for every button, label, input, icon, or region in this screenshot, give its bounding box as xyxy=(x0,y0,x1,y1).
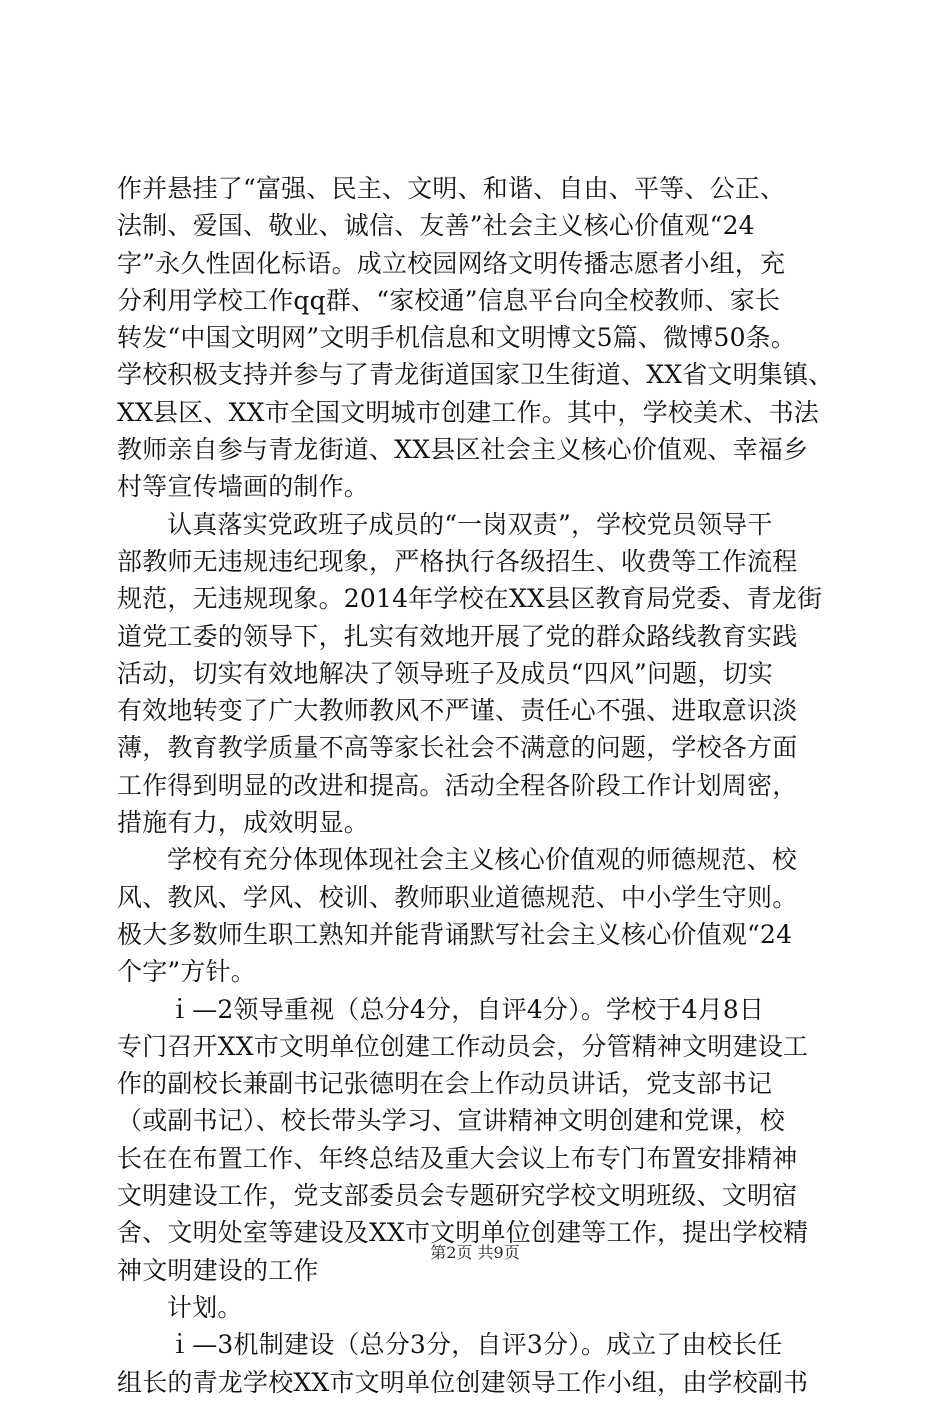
text-line: 舍、文明处室等建设及XX市文明单位创建等工作，提出学校精 xyxy=(117,1218,809,1248)
page-number: 第2页 共9页 xyxy=(430,1243,520,1262)
text-line: 个字”方针。 xyxy=(117,957,256,987)
text-line: 道党工委的领导下，扎实有效地开展了党的群众路线教育实践 xyxy=(117,621,798,651)
text-line: 规范，无违规现象。2014年学校在XX县区教育局党委、青龙街 xyxy=(117,584,823,614)
text-line: 专门召开XX市文明单位创建工作动员会，分管精神文明建设工 xyxy=(117,1031,809,1061)
text-line: 措施有力，成效明显。 xyxy=(117,808,370,838)
text-line: 作并悬挂了“富强、民主、文明、和谐、自由、平等、公正、 xyxy=(117,174,786,203)
text-line: 活动，切实有效地解决了领导班子及成员“四风”问题，切实 xyxy=(117,658,773,688)
text-line: ｉ—3机制建设（总分3分，自评3分）。成立了由校长任 xyxy=(167,1330,783,1360)
text-line: 作的副校长兼副书记张德明在会上作动员讲话，党支部书记 xyxy=(117,1069,773,1099)
text-line: 组长的青龙学校XX市文明单位创建领导工作小组，由学校副书 xyxy=(117,1367,809,1397)
text-line: 有效地转变了广大教师教风不严谨、责任心不强、进取意识淡 xyxy=(117,696,798,726)
text-line: XX县区、XX市全国文明城市创建工作。其中，学校美术、书法 xyxy=(117,397,819,427)
text-line: 神文明建设的工作 xyxy=(117,1255,319,1285)
text-line: 学校有充分体现体现社会主义核心价值观的师德规范、校 xyxy=(167,845,798,875)
text-line: 分利用学校工作qq群、“家校通”信息平台向全校教师、家长 xyxy=(117,285,781,315)
text-line: 极大多数师生职工熟知并能背诵默写社会主义核心价值观“24 xyxy=(117,919,793,949)
text-line: 字”永久性固化标语。成立校园网络文明传播志愿者小组，充 xyxy=(117,248,786,278)
text-line: ｉ—2领导重视（总分4分，自评4分）。学校于4月8日 xyxy=(167,994,765,1024)
text-line: 转发“中国文明网”文明手机信息和文明博文5篇、微博50条。 xyxy=(117,323,797,353)
text-line: 部教师无违规违纪现象，严格执行各级招生、收费等工作流程 xyxy=(117,546,798,576)
text-line: 教师亲自参与青龙街道、XX县区社会主义核心价值观、幸福乡 xyxy=(117,435,809,465)
text-line: 薄，教育教学质量不高等家长社会不满意的问题，学校各方面 xyxy=(117,733,798,763)
text-line: 长在在布置工作、年终总结及重大会议上布专门布置安排精神 xyxy=(117,1143,798,1173)
text-line: 认真落实党政班子成员的“一岗双责”，学校党员领导干 xyxy=(167,509,773,539)
document-body xyxy=(117,170,837,1401)
text-line: 风、教风、学风、校训、教师职业道德规范、中小学生守则。 xyxy=(117,882,798,912)
text-line: 法制、爱国、敬业、诚信、友善”社会主义核心价值观“24 xyxy=(117,211,755,241)
text-line: 工作得到明显的改进和提高。活动全程各阶段工作计划周密， xyxy=(117,770,798,800)
text-line: 村等宣传墙画的制作。 xyxy=(117,472,370,502)
text-line: 文明建设工作，党支部委员会专题研究学校文明班级、文明宿 xyxy=(117,1181,798,1211)
text-line: 计划。 xyxy=(167,1292,243,1322)
text-line: （或副书记）、校长带头学习、宣讲精神文明创建和党课，校 xyxy=(117,1106,785,1136)
text-line: 学校积极支持并参与了青龙街道国家卫生街道、XX省文明集镇、 xyxy=(117,360,834,390)
